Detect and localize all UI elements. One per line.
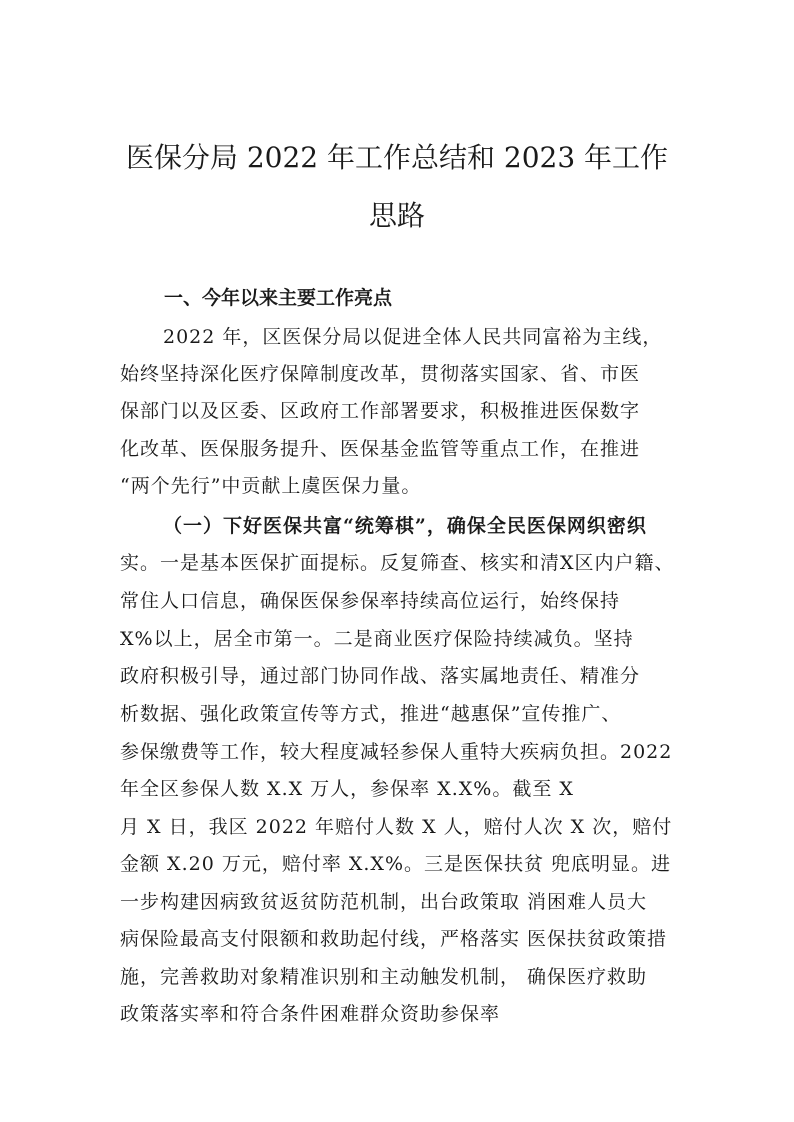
subsection-lead: （一）下好医保共富“统筹棋”，确保全民医保网织密织 — [163, 515, 647, 537]
paragraph-line: “两个先行”中贡献上虞医保力量。 — [120, 475, 422, 497]
paragraph-line: 一步构建因病致贫返贫防范机制，出台政策取 消困难人员大 — [120, 891, 648, 913]
paragraph-line: 月 X 日，我区 2022 年赔付人数 X 人，赔付人次 X 次，赔付 — [120, 816, 673, 838]
section-heading: 一、今年以来主要工作亮点 — [164, 287, 393, 309]
paragraph-line: 施，完善救助对象精准识别和主动触发机制， 确保医疗救助 — [120, 966, 648, 988]
paragraph-line: X%以上，居全市第一。二是商业医疗保险持续减负。坚持 — [120, 628, 634, 650]
paragraph-line: 参保缴费等工作，较大程度减轻参保人重特大疾病负担。2022 — [120, 741, 673, 763]
paragraph-line: 政策落实率和符合条件困难群众资助参保率 — [120, 1003, 501, 1025]
document-title-line-2: 思路 — [368, 199, 425, 232]
paragraph-line: 实。一是基本医保扩面提标。反复筛查、核实和清X区内户籍、 — [120, 552, 675, 574]
paragraph-line: 始终坚持深化医疗保障制度改革，贯彻落实国家、省、市医 — [120, 363, 641, 385]
paragraph-line: 金额 X.20 万元，赔付率 X.X%。三是医保扶贫 兜底明显。进 — [120, 853, 672, 875]
paragraph-line: 保部门以及区委、区政府工作部署要求，积极推进医保数字 — [120, 400, 641, 422]
paragraph-line: 病保险最高支付限额和救助起付线，严格落实 医保扶贫政策措 — [120, 928, 668, 950]
paragraph-line: 2022 年，区医保分局以促进全体人民共同富裕为主线， — [163, 326, 663, 348]
paragraph-line: 析数据、强化政策宣传等方式，推进“越惠保”宣传推广、 — [120, 703, 622, 725]
paragraph-line: 常住人口信息，确保医保参保率持续高位运行，始终保持 — [120, 590, 621, 612]
paragraph-line: 化改革、医保服务提升、医保基金监管等重点工作，在推进 — [120, 438, 641, 460]
document-title-line-1: 医保分局 2022 年工作总结和 2023 年工作 — [125, 141, 669, 174]
paragraph-line: 年全区参保人数 X.X 万人，参保率 X.X%。截至 X — [120, 778, 574, 800]
paragraph-line: 政府积极引导，通过部门协同作战、落实属地责任、精准分 — [120, 665, 641, 687]
